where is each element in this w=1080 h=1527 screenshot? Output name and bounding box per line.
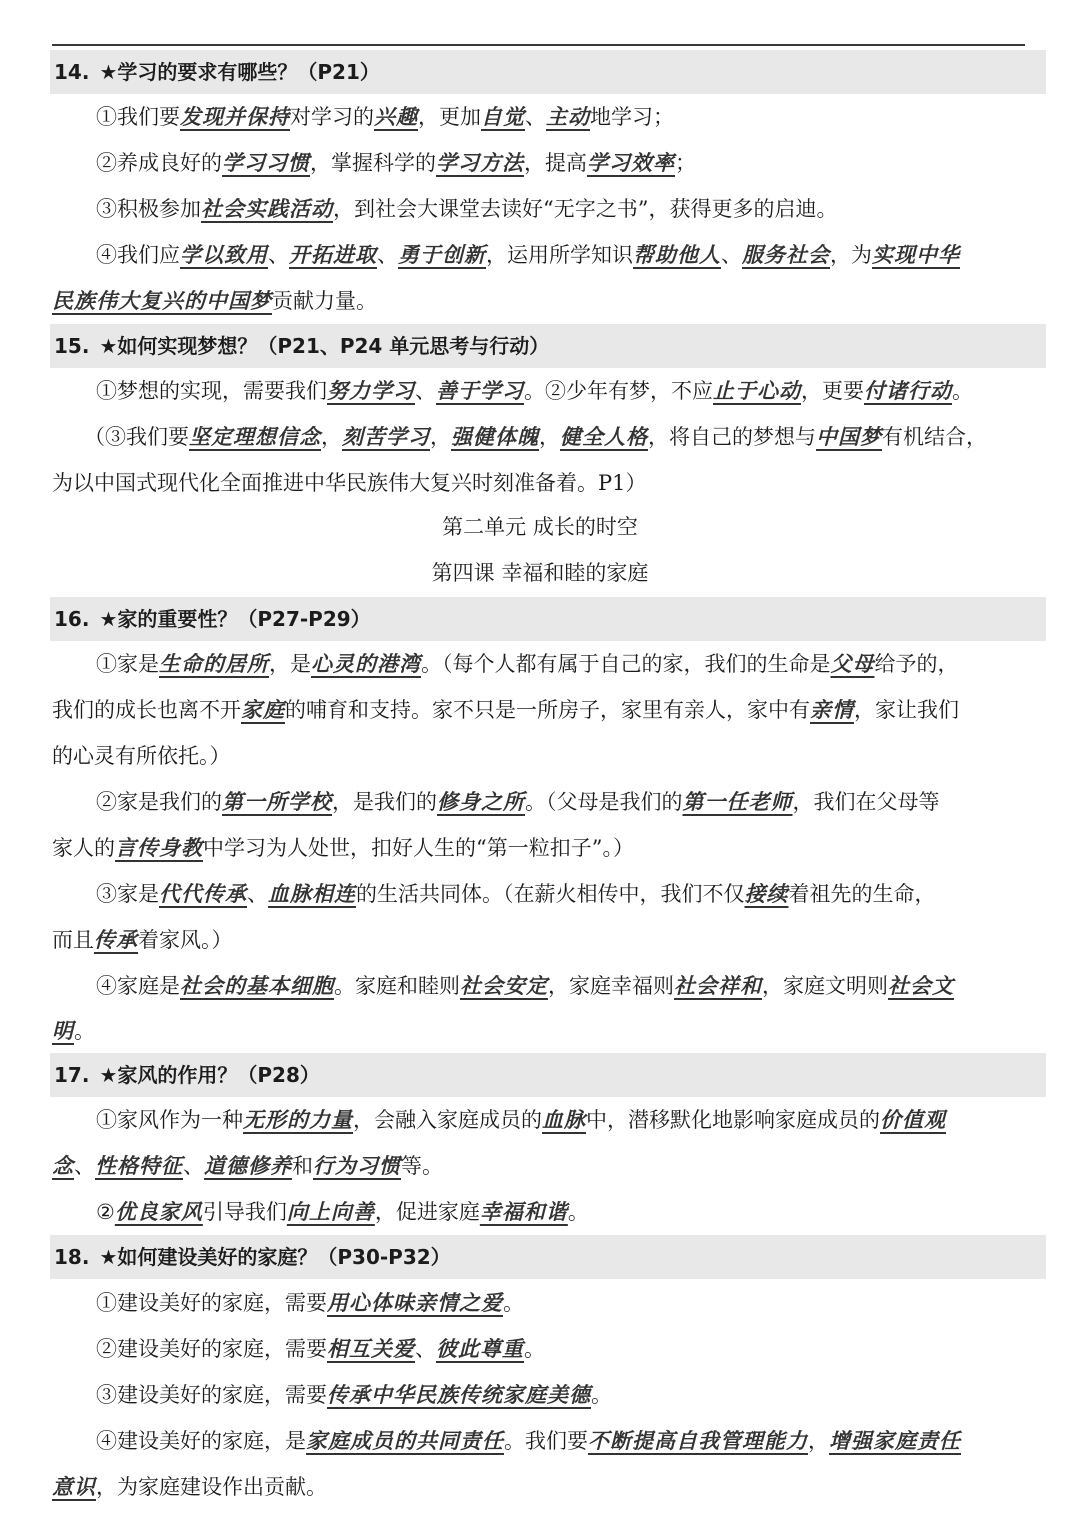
body-text: ①建设美好的家庭，需要 [96,1291,327,1315]
keyword-phrase: 不断提高自我管理能力 [588,1429,808,1453]
keyword-phrase: 家庭成员的共同责任 [306,1429,504,1453]
body-text: ①梦想的实现，需要我们 [96,379,327,403]
keyword-phrase: 社会的基本细胞 [180,974,334,998]
body-text: 。 [524,1337,545,1361]
body-text: ③家是 [96,882,159,906]
body-text: ，促进家庭 [374,1200,480,1224]
keyword-phrase: 健全人格 [560,425,648,449]
keyword-phrase: 念 [52,1154,74,1178]
body-text: ，更要 [801,379,864,403]
keyword-phrase: 修身之所 [437,790,525,814]
body-text: ，为家庭建设作出贡献。 [96,1475,327,1499]
section-header [50,1235,1046,1279]
keyword-phrase: 刻苦学习 [342,425,430,449]
body-text: ，是我们的 [332,790,437,814]
body-text: 和 [292,1154,313,1178]
section-header [50,1053,1046,1097]
keyword-phrase: 帮助他人 [633,243,721,267]
body-text: 引导我们 [202,1200,287,1224]
section-number: 15. [54,334,90,358]
keyword-phrase: 接续 [744,882,789,906]
body-text: 、 [415,1337,436,1361]
paragraph-line [96,871,1042,917]
section-header [50,50,1046,94]
section-title: ★家风的作用？（P28） [99,1063,320,1087]
body-text: ； [675,151,696,175]
paragraph-line [96,368,1042,414]
body-text: 、 [74,1154,95,1178]
body-text: ，到社会大课堂去读好“无字之书”，获得更多的启迪。 [333,197,838,221]
body-text: ，掌握科学的 [310,151,436,175]
body-text: 为以中国式现代化全面推进中华民族伟大复兴时刻准备着。P1） [52,471,647,495]
body-text: 。 [567,1200,589,1224]
body-text: ，是 [269,652,311,676]
keyword-phrase: 兴趣 [374,105,418,129]
body-text: 。家庭和睦则 [334,974,460,998]
paragraph-line [84,414,1042,460]
body-text: 。（父母是我们的 [525,790,683,814]
keyword-phrase: 学习方法 [436,151,524,175]
body-text: ，将自己的梦想与 [648,425,816,449]
body-text: ，提高 [524,151,587,175]
body-text: ②养成良好的 [96,151,222,175]
keyword-phrase: 血脉相连 [268,882,356,906]
body-text: 。 [503,1291,524,1315]
body-text: ①我们要 [96,105,180,129]
keyword-phrase: 服务社会 [742,243,830,267]
keyword-phrase: 社会实践活动 [201,197,333,221]
keyword-phrase: 主动 [546,105,590,129]
keyword-phrase: 心灵的港湾 [311,652,421,676]
paragraph-line [52,278,1042,324]
body-text: ④家庭是 [96,974,180,998]
body-text: ④建设美好的家庭，是 [96,1429,306,1453]
body-text: 。 [952,379,973,403]
keyword-phrase: 性格特征 [95,1154,183,1178]
body-text: ②家是我们的 [96,790,222,814]
body-text: 有机结合， [882,425,987,449]
section-title: ★如何建设美好的家庭？（P30-P32） [99,1245,451,1269]
body-text: 我们的成长也离不开 [52,698,241,722]
paragraph-line [96,1418,1042,1464]
body-text: 。 [591,1383,612,1407]
body-text: ，更加 [418,105,481,129]
section-title: ★学习的要求有哪些？（P21） [99,60,380,84]
keyword-phrase: 无形的力量 [243,1108,353,1132]
keyword-phrase: 增强家庭责任 [829,1429,961,1453]
body-text: ①家是 [96,652,159,676]
keyword-phrase: 传承 [94,928,138,952]
lesson-title: 第四课 幸福和睦的家庭 [431,561,649,585]
body-text: ， [539,425,560,449]
body-text: 、 [415,379,436,403]
keyword-phrase: 学习习惯 [222,151,310,175]
keyword-phrase: 意识 [52,1475,96,1499]
keyword-phrase: 学以致用 [180,243,268,267]
body-text: 、 [247,882,268,906]
section-header [50,597,1046,641]
section-number: 18. [54,1245,90,1269]
paragraph-line [96,779,1042,825]
keyword-phrase: 民族伟大复兴的中国梦 [52,289,272,313]
keyword-phrase: 相互关爱 [327,1337,415,1361]
section-header [50,324,1046,368]
keyword-phrase: 道德修养 [204,1154,292,1178]
section-title: ★如何实现梦想？（P21、P24 单元思考与行动） [99,334,550,358]
paragraph-line [52,1143,1042,1189]
body-text: ③建设美好的家庭，需要 [96,1383,327,1407]
keyword-phrase: 强健体魄 [451,425,539,449]
paragraph-line [96,186,1042,232]
keyword-phrase: 家庭 [241,698,285,722]
body-text: ，为 [830,243,872,267]
body-text: 等。 [401,1154,443,1178]
paragraph-line [96,232,1042,278]
body-text: ④我们应 [96,243,180,267]
paragraph-line [52,1008,1042,1054]
body-text: ， [430,425,451,449]
body-text: 、 [721,243,742,267]
unit-title: 第二单元 成长的时空 [442,515,638,539]
keyword-phrase: 社会祥和 [674,974,762,998]
keyword-phrase: 传承中华民族传统家庭美德 [327,1383,591,1407]
keyword-phrase: 付诸行动 [864,379,952,403]
body-text: 中，潜移默化地影响家庭成员的 [586,1108,880,1132]
keyword-phrase: 第一任老师 [682,790,793,814]
keyword-phrase: 开拓进取 [289,243,377,267]
body-text: ， [321,425,342,449]
paragraph-line [96,1280,1042,1326]
keyword-phrase: 努力学习 [327,379,415,403]
body-text: ，家让我们 [854,698,959,722]
body-text: ②建设美好的家庭，需要 [96,1337,327,1361]
paragraph-line [96,963,1042,1009]
keyword-phrase: 勇于创新 [398,243,486,267]
keyword-phrase: 幸福和谐 [479,1200,568,1224]
keyword-phrase: 言传身教 [115,836,203,860]
body-text: 对学习的 [290,105,374,129]
body-text: ，我们在父母等 [792,790,940,814]
keyword-phrase: 善于学习 [436,379,524,403]
keyword-phrase: 亲情 [810,698,854,722]
body-text: ③积极参加 [96,197,201,221]
keyword-phrase: 坚定理想信念 [189,425,321,449]
keyword-phrase: 价值观 [880,1108,946,1132]
keyword-phrase: 彼此尊重 [436,1337,524,1361]
body-text: ，家庭幸福则 [548,974,674,998]
body-text: 家人的 [52,836,115,860]
body-text: 、 [183,1154,204,1178]
paragraph-line [52,687,1042,733]
keyword-phrase: 第一所学校 [222,790,332,814]
body-text: ② [96,1200,115,1224]
keyword-phrase: 优良家风 [114,1200,203,1224]
paragraph-line [96,94,1042,140]
section-number: 16. [54,607,90,631]
keyword-phrase: 止于心动 [713,379,801,403]
keyword-phrase: 明 [52,1019,74,1043]
keyword-phrase: 学习效率 [587,151,675,175]
keyword-phrase: 代代传承 [159,882,247,906]
body-text: （③我们要 [84,425,189,449]
body-text: 、 [525,105,546,129]
body-text: 、 [377,243,398,267]
body-text: 、 [268,243,289,267]
body-text: 着家风。） [138,928,233,952]
body-text: 。（每个人都有属于自己的家，我们的生命是 [421,652,831,676]
body-text: 贡献力量。 [272,289,377,313]
body-text: 地学习； [590,105,674,129]
keyword-phrase: 发现并保持 [180,105,290,129]
keyword-phrase: 生命的居所 [159,652,269,676]
paragraph-line [52,1464,1042,1510]
keyword-phrase: 社会安定 [460,974,548,998]
keyword-phrase: 血脉 [542,1108,586,1132]
paragraph-line [96,1189,1042,1235]
paragraph-line [96,1097,1042,1143]
body-text: ，运用所学知识 [486,243,633,267]
body-text: 的心灵有所依托。） [52,744,231,768]
body-text: 。②少年有梦，不应 [524,379,713,403]
body-text: 。我们要 [504,1429,588,1453]
keyword-phrase: 行为习惯 [313,1154,401,1178]
keyword-phrase: 用心体味亲情之爱 [327,1291,503,1315]
paragraph-line [52,733,1042,779]
top-rule [52,44,1025,46]
paragraph-line [52,917,1042,963]
keyword-phrase: 父母 [830,652,875,676]
body-text: 而且 [52,928,94,952]
body-text: 中学习为人处世，扣好人生的“第一粒扣子”。） [203,836,634,860]
keyword-phrase: 自觉 [481,105,525,129]
paragraph-line [96,1372,1042,1418]
body-text: 给予的， [874,652,959,676]
keyword-phrase: 向上向善 [286,1200,375,1224]
paragraph-line [52,460,1042,506]
body-text: ， [808,1429,829,1453]
body-text: ①家风作为一种 [96,1108,243,1132]
section-title: ★家的重要性？（P27-P29） [99,607,371,631]
keyword-phrase: 社会文 [888,974,954,998]
paragraph-line [96,641,1042,687]
body-text: ，会融入家庭成员的 [353,1108,542,1132]
body-text: 的哺育和支持。家不只是一所房子，家里有亲人，家中有 [285,698,810,722]
body-text: 着祖先的生命， [788,882,936,906]
body-text: ，家庭文明则 [762,974,888,998]
keyword-phrase: 实现中华 [872,243,960,267]
paragraph-line [96,1326,1042,1372]
keyword-phrase: 中国梦 [816,425,882,449]
paragraph-line [96,140,1042,186]
section-number: 17. [54,1063,90,1087]
section-number: 14. [54,60,90,84]
body-text: 。 [74,1019,95,1043]
paragraph-line [52,825,1042,871]
body-text: 的生活共同体。（在薪火相传中，我们不仅 [356,882,745,906]
